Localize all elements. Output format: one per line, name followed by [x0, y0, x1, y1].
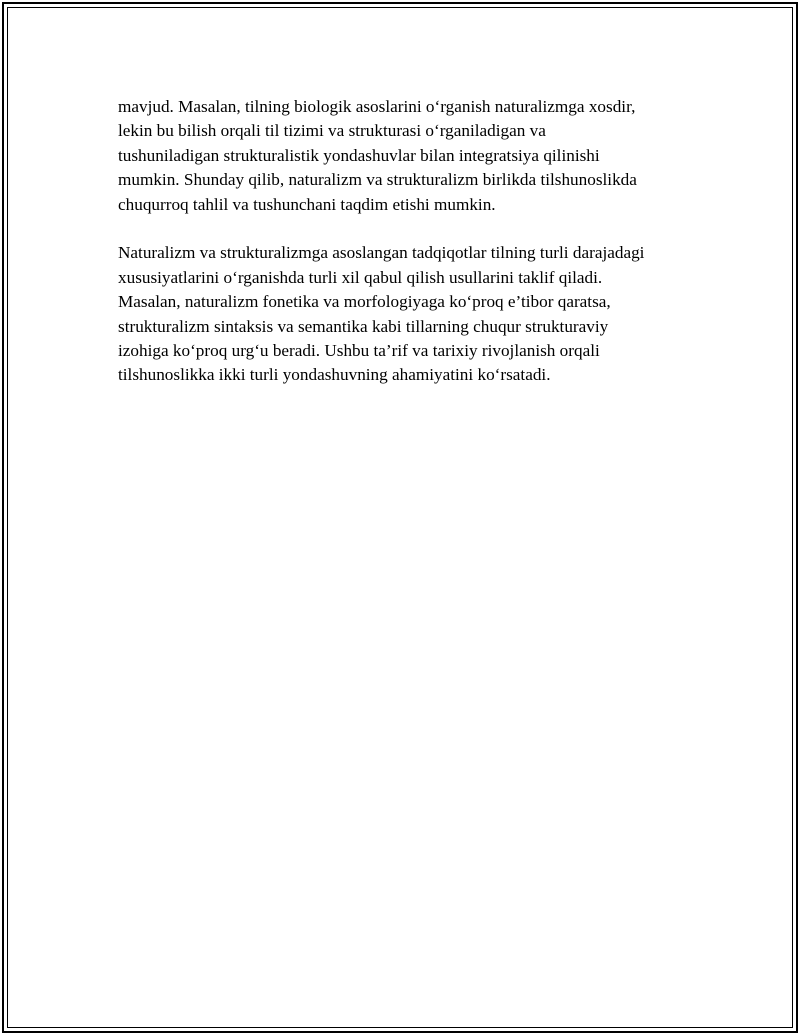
text-line: mavjud. Masalan, tilning biologik asoslarini o‘rganish naturalizmga xosdir,: [118, 97, 636, 116]
document-body: [118, 95, 708, 388]
text-line: Masalan, naturalizm fonetika va morfologiyaga ko‘proq e’tibor qaratsa,: [118, 292, 611, 312]
paragraph-1: [118, 95, 708, 217]
text-line: strukturalizm sintaksis va semantika kabi tillarning chuqur strukturaviy: [118, 316, 609, 336]
text-line: izohiga ko‘proq urg‘u beradi. Ushbu ta’rif va tarixiy rivojlanish orqali: [118, 341, 600, 361]
text-line: mumkin. Shunday qilib, naturalizm va strukturalizm birlikda tilshunoslikda: [118, 170, 637, 190]
text-line: chuqurroq tahlil va tushunchani taqdim etishi mumkin.: [118, 194, 496, 214]
text-line: xususiyatlarini o‘rganishda turli xil qabul qilish usullarini taklif qiladi.: [118, 267, 603, 287]
paragraph-2: [118, 241, 708, 387]
text-line: Naturalizm va strukturalizmga asoslangan tadqiqotlar tilning turli darajadagi: [118, 243, 645, 263]
text-line: lekin bu bilish orqali til tizimi va strukturasi o‘rganiladigan va: [118, 121, 546, 141]
text-line: tushuniladigan strukturalistik yondashuvlar bilan integratsiya qilinishi: [118, 145, 600, 165]
text-line: tilshunoslikka ikki turli yondashuvning ahamiyatini ko‘rsatadi.: [118, 365, 551, 385]
